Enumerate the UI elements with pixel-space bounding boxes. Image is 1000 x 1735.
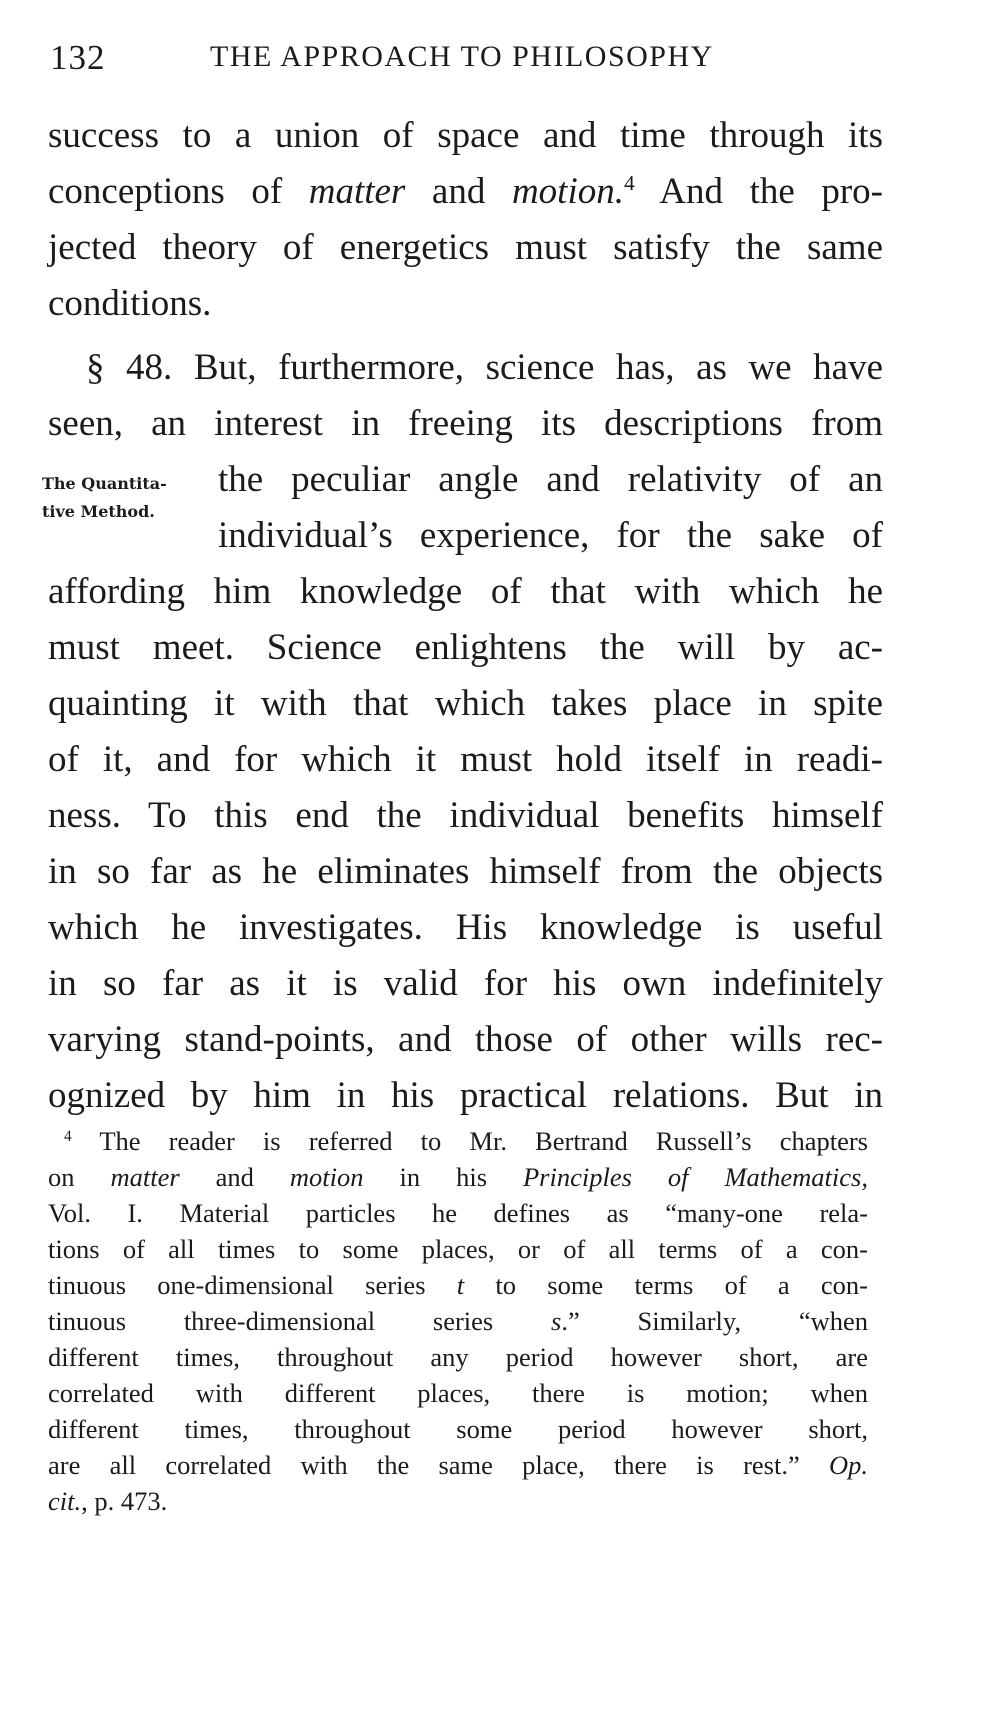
text-line: in so far as it is valid for his own indefinitely [48,963,883,1004]
text-line: affording him knowledge of that with which he [48,571,883,612]
text-line: varying stand-points, and those of other wills rec- [48,1019,883,1060]
text-run: and [179,1162,290,1192]
body-text [48,108,883,1124]
footnote-line: different times, throughout some period however short, [48,1414,868,1444]
text-line: § 48. But, furthermore, science has, as we have [86,347,883,388]
text-line: of it, and for which it must hold itself in readi- [48,739,883,780]
footnote-reference: 4 [623,171,635,196]
sidenote-line: tive Method. [42,502,155,521]
footnote-line [48,1267,868,1303]
running-title: THE APPROACH TO PHILOSOPHY [210,40,714,73]
sidenote-line: The Quantita- [42,474,167,493]
text-run: are all correlated with the same place, there is rest.” [48,1450,829,1480]
text-run: tinuous three-dimensional series [48,1306,552,1336]
italic-term: motion [289,1162,364,1192]
italic-term: cit. [48,1486,82,1516]
text-line: quainting it with that which takes place in spite [48,683,883,724]
italic-term: matter [110,1162,180,1192]
footnote-line: correlated with different places, there is motion; when [48,1378,868,1408]
footnote-line: Vol. I. Material particles he defines as “many-one rela- [48,1198,868,1228]
text-run: on [48,1162,111,1192]
text-line: success to a union of space and time through its [48,115,883,156]
page-header [50,28,940,88]
footnote-line: tions of all times to some places, or of all terms of a con- [48,1234,868,1264]
italic-term: motion. [511,171,624,212]
italic-term: t [456,1270,465,1300]
text-run: And the pro- [634,171,884,212]
text-line: the peculiar angle and relativity of an [218,459,883,500]
text-run: in his [363,1162,523,1192]
footnote-line [48,1483,868,1519]
text-run: conceptions of [48,171,309,212]
text-line: must meet. Science enlightens the will by ac- [48,627,883,668]
text-run: tinuous one-dimensional series [48,1270,457,1300]
paragraph [48,340,883,1124]
text-line [48,164,883,220]
text-line: individual’s experience, for the sake of [218,515,883,556]
text-run: to some terms of a con- [464,1270,868,1300]
footnote [48,1123,868,1519]
text-line: in so far as he eliminates himself from the objects [48,851,883,892]
text-run: and [405,171,512,212]
text-line: conditions. [48,283,212,324]
footnote-line [48,1303,868,1339]
italic-term: s [551,1306,562,1336]
text-run: , p. 473. [81,1486,168,1516]
text-run: .” Similarly, “when [561,1306,868,1336]
book-title: Principles of Mathematics, [522,1162,868,1192]
footnote-line [48,1447,868,1483]
footnote-number: 4 [64,1127,72,1145]
footnote-line: different times, throughout any period however short, are [48,1342,868,1372]
text-line: ness. To this end the individual benefits himself [48,795,883,836]
text-line: jected theory of energetics must satisfy the same [48,227,883,268]
italic-term: Op. [828,1450,868,1480]
page-number: 132 [50,38,106,77]
text-run: The reader is referred to Mr. Bertrand Russell’s chapters [71,1126,868,1156]
footnote-line [48,1123,868,1159]
text-line: ognized by him in his practical relations. But in [48,1075,883,1116]
footnote-line [48,1159,868,1195]
text-line: which he investigates. His knowledge is useful [48,907,883,948]
paragraph [48,108,883,332]
italic-term: matter [308,171,406,212]
text-line: seen, an interest in freeing its descriptions from [48,403,883,444]
